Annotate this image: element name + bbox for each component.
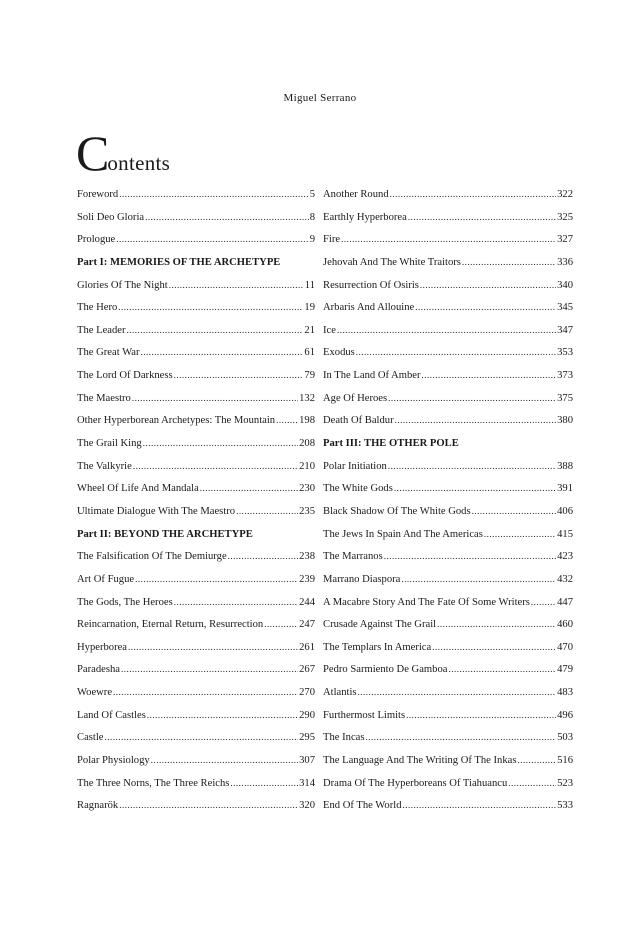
toc-entry-page: 238 [299, 551, 315, 563]
dot-leader [119, 189, 309, 199]
toc-entry [77, 370, 315, 393]
toc-entry-title: The Marranos [323, 551, 383, 563]
toc-entry-title: The Valkyrie [77, 460, 132, 472]
toc-entry [77, 483, 315, 506]
toc-entry [77, 642, 315, 665]
toc-entry-page: 483 [557, 687, 573, 699]
dot-leader [508, 778, 556, 788]
toc-entry-title: The White Gods [323, 483, 393, 495]
toc-entry-page: 230 [299, 483, 315, 495]
toc-entry-title: The Lord Of Darkness [77, 370, 173, 382]
toc-entry-title: Crusade Against The Grail [323, 619, 437, 631]
toc-entry-title: The Grail King [77, 438, 142, 450]
toc-entry-page: 375 [557, 392, 573, 404]
toc-entry-title: Soli Deo Gloria [77, 211, 145, 223]
toc-entry [77, 347, 315, 370]
dot-leader [127, 325, 304, 335]
toc-entry-title: Castle [77, 732, 104, 744]
toc-entry-title: The Gods, The Heroes [77, 596, 173, 608]
dot-leader [121, 664, 298, 674]
running-header: Miguel Serrano [283, 92, 357, 104]
dot-leader [432, 642, 556, 652]
toc-entry [323, 280, 573, 303]
toc-entry-page: 307 [299, 755, 315, 767]
toc-entry-title: Foreword [77, 189, 119, 200]
dot-leader [116, 234, 308, 244]
toc-entry-page: 373 [557, 370, 573, 382]
dot-leader [264, 619, 298, 629]
toc-entry [77, 778, 315, 801]
toc-entry-page: 19 [304, 302, 315, 314]
title-rest: ontents [107, 151, 171, 175]
dot-leader [230, 778, 298, 788]
toc-entry [77, 438, 315, 461]
toc-entry-page: 460 [557, 619, 573, 631]
dot-leader [384, 551, 556, 561]
toc-entry [77, 664, 315, 687]
dot-leader [406, 710, 556, 720]
toc-entry [323, 597, 573, 620]
toc-entry [77, 800, 315, 823]
dot-leader [448, 664, 556, 674]
toc-entry [323, 778, 573, 801]
dot-leader [420, 280, 556, 290]
dot-leader [531, 597, 556, 607]
toc-entry-page: 320 [299, 800, 315, 812]
dot-leader [128, 642, 298, 652]
dot-leader [517, 755, 556, 765]
toc-entry-page: 523 [557, 777, 573, 789]
dot-leader [408, 212, 556, 222]
toc-entry-page: 406 [557, 505, 573, 517]
toc-entry-title: Age Of Heroes [323, 392, 388, 404]
toc-entry-page: 9 [309, 234, 315, 246]
toc-entry [77, 415, 315, 438]
toc-entry [77, 506, 315, 529]
toc-entry [323, 642, 573, 665]
dot-leader [276, 415, 298, 425]
toc-entry-title: Ice [323, 324, 336, 336]
toc-entry [323, 529, 573, 552]
toc-entry-title: Part I: MEMORIES OF THE ARCHETYPE [77, 256, 281, 268]
toc-entry-page: 345 [557, 302, 573, 314]
toc-entry-title: Atlantis [323, 687, 357, 699]
toc-entry-title: The Leader [77, 324, 126, 336]
toc-entry [323, 732, 573, 755]
toc-entry-page: 353 [557, 347, 573, 359]
toc-entry-title: The Jews In Spain And The Americas [323, 528, 483, 540]
toc-entry [323, 506, 573, 529]
dot-leader [337, 325, 556, 335]
toc-entry-page: 79 [304, 370, 315, 382]
toc-entry [77, 461, 315, 484]
dot-leader [358, 687, 557, 697]
toc-entry-page: 270 [299, 687, 315, 699]
toc-entry-page: 347 [557, 324, 573, 336]
toc-entry-page: 533 [557, 800, 573, 812]
toc-entry-page: 132 [299, 392, 315, 404]
toc-entry-page: 388 [557, 460, 573, 472]
toc-entry-title: Jehovah And The White Traitors [323, 256, 461, 268]
toc-entry-page: 21 [304, 324, 315, 336]
toc-entry-page: 503 [557, 732, 573, 744]
toc-entry [323, 393, 573, 416]
toc-entry-title: The Maestro [77, 392, 131, 404]
toc-entry-title: Reincarnation, Eternal Return, Resurrection [77, 619, 264, 631]
toc-entry-title: Part III: THE OTHER POLE [323, 438, 459, 450]
dot-leader [236, 506, 298, 516]
toc-entry [323, 619, 573, 642]
toc-entry-page: 391 [557, 483, 573, 495]
toc-entry-title: Death Of Baldur [323, 415, 394, 427]
toc-entry-title: In The Land Of Amber [323, 370, 421, 382]
toc-entry-title: Ultimate Dialogue With The Maestro [77, 505, 236, 517]
toc-entry [77, 325, 315, 348]
toc-entry [77, 574, 315, 597]
toc-entry [77, 280, 315, 303]
dot-leader [394, 483, 556, 493]
toc-entry [323, 370, 573, 393]
toc-entry [77, 597, 315, 620]
toc-entry-page: 295 [299, 732, 315, 744]
toc-entry-page: 208 [299, 438, 315, 450]
dot-leader [437, 619, 556, 629]
dot-leader [421, 370, 556, 380]
toc-entry [77, 551, 315, 574]
toc-entry-title: Woewre [77, 687, 113, 699]
dot-leader [484, 529, 556, 539]
toc-entry-page: 8 [309, 211, 315, 223]
toc-entry-title: Exodus [323, 347, 355, 359]
toc-entry-title: The Language And The Writing Of The Inkas [323, 755, 517, 767]
toc-entry [77, 687, 315, 710]
dot-leader [388, 461, 556, 471]
toc-entry-title: Black Shadow Of The White Gods [323, 505, 471, 517]
toc-entry [323, 461, 573, 484]
toc-entry-title: Wheel Of Life And Mandala [77, 483, 199, 495]
toc-entry-page: 322 [557, 189, 573, 200]
toc-entry [323, 800, 573, 823]
toc-entry-title: End Of The World [323, 800, 402, 812]
toc-part-heading [77, 529, 315, 552]
toc-entry-page: 336 [557, 256, 573, 268]
toc-part-heading [77, 257, 315, 280]
toc-entry [323, 212, 573, 235]
dot-leader [401, 574, 556, 584]
toc-part-heading [323, 438, 573, 461]
toc-entry-title: Art Of Fugue [77, 573, 135, 585]
toc-entry-title: Ragnarök [77, 800, 119, 812]
toc-entry [323, 257, 573, 280]
toc-entry-page: 5 [309, 189, 315, 200]
toc-entry [77, 212, 315, 235]
toc-entry [323, 415, 573, 438]
dot-leader [472, 506, 557, 516]
dot-leader [145, 212, 309, 222]
toc-entry-page: 325 [557, 211, 573, 223]
dot-leader [388, 393, 556, 403]
dot-leader [104, 732, 298, 742]
toc-entry-page: 267 [299, 664, 315, 676]
toc-entry-title: Another Round [323, 189, 389, 200]
toc-entry-page: 244 [299, 596, 315, 608]
dot-leader [365, 732, 556, 742]
toc-entry [323, 664, 573, 687]
toc-entry [77, 755, 315, 778]
dot-leader [200, 483, 298, 493]
toc-column-right [323, 189, 573, 823]
toc-entry [323, 302, 573, 325]
toc-entry-page: 327 [557, 234, 573, 246]
toc-entry-page: 239 [299, 573, 315, 585]
toc-entry-title: Furthermost Limits [323, 709, 406, 721]
dot-leader [133, 461, 298, 471]
dot-leader [174, 370, 304, 380]
toc-entry-title: The Great War [77, 347, 140, 359]
toc-entry-page: 11 [304, 279, 315, 291]
toc-entry-page: 198 [299, 415, 315, 427]
toc-entry-title: Polar Physiology [77, 755, 150, 767]
dot-leader [113, 687, 298, 697]
dot-leader [132, 393, 298, 403]
toc-entry-title: The Templars In America [323, 641, 432, 653]
toc-entry-title: Fire [323, 234, 341, 246]
dot-leader [341, 234, 556, 244]
toc-entry [323, 710, 573, 733]
dot-leader [462, 257, 556, 267]
toc-entry [323, 234, 573, 257]
toc-entry-title: Hyperborea [77, 641, 127, 653]
toc-entry-title: Drama Of The Hyperboreans Of Tiahuancu [323, 777, 508, 789]
toc-entry-title: Paradesha [77, 664, 120, 676]
toc-entry-page: 415 [557, 528, 573, 540]
toc-entry [77, 393, 315, 416]
toc-column-left [77, 189, 315, 823]
dot-leader [395, 415, 557, 425]
toc-entry [323, 551, 573, 574]
toc-entry [323, 687, 573, 710]
toc-entry [77, 302, 315, 325]
toc-entry-page: 235 [299, 505, 315, 517]
toc-entry-page: 261 [299, 641, 315, 653]
toc-entry-title: Land Of Castles [77, 709, 146, 721]
page-title [76, 125, 171, 181]
toc-entry-page: 340 [557, 279, 573, 291]
toc-entry-title: Glories Of The Night [77, 279, 168, 291]
toc-entry-title: Prologue [77, 234, 116, 246]
toc-entry-page: 290 [299, 709, 315, 721]
dot-leader [169, 280, 304, 290]
toc-entry [323, 755, 573, 778]
dot-leader [119, 800, 298, 810]
dot-leader [390, 189, 556, 199]
toc-entry-page: 470 [557, 641, 573, 653]
toc-entry-title: Arbaris And Allouine [323, 302, 415, 314]
dot-leader [147, 710, 298, 720]
toc-entry-page: 210 [299, 460, 315, 472]
dot-leader [415, 302, 556, 312]
toc-entry-page: 496 [557, 709, 573, 721]
toc-entry-title: The Three Norns, The Three Reichs [77, 777, 230, 789]
toc-entry [77, 732, 315, 755]
toc-entry-page: 247 [299, 619, 315, 631]
dot-leader [143, 438, 298, 448]
toc-entry-page: 432 [557, 573, 573, 585]
toc-entry-page: 314 [299, 777, 315, 789]
toc-entry [323, 325, 573, 348]
toc-entry [77, 710, 315, 733]
dot-leader [135, 574, 298, 584]
toc-entry-title: Other Hyperborean Archetypes: The Mountain [77, 415, 276, 427]
toc-entry [323, 347, 573, 370]
dot-leader [228, 551, 298, 561]
toc-entry-page: 423 [557, 551, 573, 563]
toc-entry-page: 479 [557, 664, 573, 676]
toc-entry-title: Marrano Diaspora [323, 573, 401, 585]
toc-entry-title: Part II: BEYOND THE ARCHETYPE [77, 528, 253, 540]
toc-entry-title: Earthly Hyperborea [323, 211, 407, 223]
toc-entry-title: A Macabre Story And The Fate Of Some Writers [323, 596, 530, 608]
dot-leader [140, 347, 303, 357]
toc-entry-page: 380 [557, 415, 573, 427]
dot-leader [174, 597, 298, 607]
toc-entry-page: 447 [557, 596, 573, 608]
toc-entry-page: 61 [304, 347, 315, 359]
toc-entry-title: Pedro Sarmiento De Gamboa [323, 664, 448, 676]
dot-leader [356, 347, 556, 357]
dot-leader [151, 755, 298, 765]
toc-entry-title: Resurrection Of Osiris [323, 279, 419, 291]
toc-entry [323, 483, 573, 506]
toc-entry-title: The Hero [77, 302, 118, 314]
toc-entry-page: 516 [557, 755, 573, 767]
toc-entry [77, 619, 315, 642]
toc-entry [77, 234, 315, 257]
toc-entry [323, 189, 573, 212]
toc-entry-title: Polar Initiation [323, 460, 387, 472]
toc-entry [323, 574, 573, 597]
toc-entry-title: The Falsification Of The Demiurge [77, 551, 227, 563]
title-initial: C [76, 125, 110, 181]
dot-leader [118, 302, 303, 312]
dot-leader [403, 800, 557, 810]
toc-entry-title: The Incas [323, 732, 365, 744]
toc-entry [77, 189, 315, 212]
